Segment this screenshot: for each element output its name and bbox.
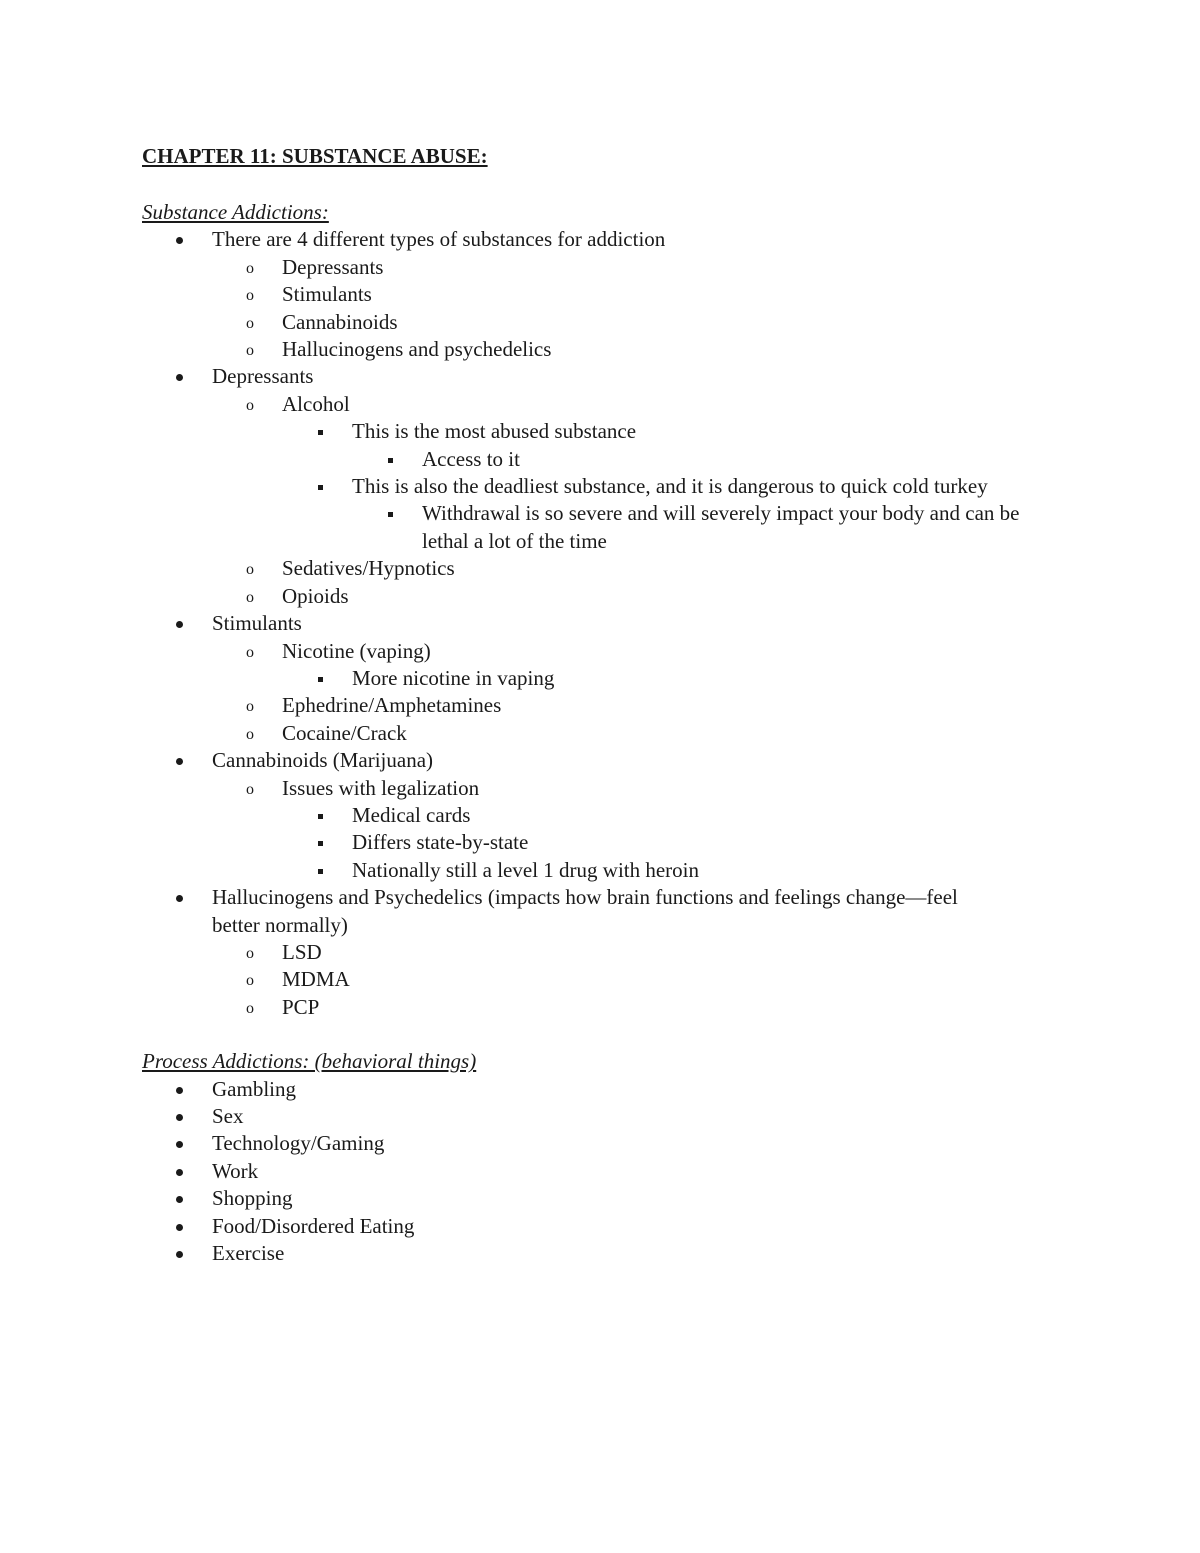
list-item — [142, 610, 1062, 747]
circle-bullet-icon: o — [246, 643, 254, 661]
list-item-text: Withdrawal is so severe and will severely impact your body and can be lethal a lot of the time — [422, 501, 1020, 553]
list-item-text: Nationally still a level 1 drug with heroin — [352, 857, 700, 882]
list-item — [142, 1213, 1062, 1240]
square-bullet-icon — [388, 512, 393, 517]
document-title: CHAPTER 11: SUBSTANCE ABUSE: — [142, 144, 488, 168]
list-item-text: Stimulants — [282, 282, 372, 307]
list-item — [142, 884, 1062, 1021]
bullet-icon — [176, 1251, 183, 1258]
list-item-text: Depressants — [282, 254, 384, 279]
circle-bullet-icon: o — [246, 259, 254, 277]
list-item-text: Exercise — [212, 1241, 285, 1266]
circle-bullet-icon: o — [246, 698, 254, 716]
list-item-text: Technology/Gaming — [212, 1131, 385, 1156]
stimulants-list — [212, 638, 1062, 748]
cannabinoids-list — [212, 775, 1062, 885]
list-item-text: Hallucinogens and Psychedelics (impacts how brain functions and feelings change—feel better normally) — [212, 885, 958, 937]
list-item — [282, 857, 1062, 884]
list-item-text: More nicotine in vaping — [352, 665, 555, 690]
list-item-text: Nicotine (vaping) — [282, 638, 431, 663]
list-item — [142, 1076, 1062, 1103]
list-item — [352, 500, 1062, 555]
square-bullet-icon — [318, 677, 323, 682]
substance-list — [142, 226, 1062, 1021]
list-item — [142, 747, 1062, 884]
square-bullet-icon — [318, 814, 323, 819]
bullet-icon — [176, 1114, 183, 1121]
list-item — [282, 473, 1062, 555]
list-item — [212, 994, 1062, 1021]
list-item-text: Medical cards — [352, 802, 471, 827]
list-item — [352, 446, 1062, 473]
circle-bullet-icon: o — [246, 561, 254, 579]
list-item — [212, 720, 1062, 747]
circle-bullet-icon: o — [246, 944, 254, 962]
list-item-text: Differs state-by-state — [352, 830, 529, 855]
circle-bullet-icon: o — [246, 314, 254, 332]
bullet-icon — [176, 895, 183, 902]
bullet-icon — [176, 374, 183, 381]
list-item-text: Access to it — [422, 446, 520, 471]
list-item-text: Depressants — [212, 364, 314, 389]
square-bullet-icon — [318, 485, 323, 490]
substance-types-list — [212, 254, 1062, 364]
list-item — [212, 391, 1062, 555]
list-item — [212, 309, 1062, 336]
process-addictions-heading: Process Addictions: (behavioral things) — [142, 1049, 477, 1074]
depressants-list — [212, 391, 1062, 610]
list-item — [212, 692, 1062, 719]
list-item — [212, 966, 1062, 993]
circle-bullet-icon: o — [246, 396, 254, 414]
list-item-text: Ephedrine/Amphetamines — [282, 693, 502, 718]
alcohol-point2-list — [352, 500, 1062, 555]
list-item — [142, 226, 1062, 363]
list-item-text: Stimulants — [212, 611, 302, 636]
circle-bullet-icon: o — [246, 780, 254, 798]
list-item — [142, 1130, 1062, 1157]
list-item — [212, 775, 1062, 885]
spacer — [142, 1021, 1062, 1048]
circle-bullet-icon: o — [246, 725, 254, 743]
list-item-text: This is the most abused substance — [352, 419, 637, 444]
list-item-text: LSD — [282, 939, 322, 964]
square-bullet-icon — [318, 430, 323, 435]
hallucinogens-list — [212, 939, 1062, 1021]
list-item — [282, 802, 1062, 829]
list-item-text: Cocaine/Crack — [282, 720, 407, 745]
list-item-text: This is also the deadliest substance, and it is dangerous to quick cold turkey — [352, 474, 988, 499]
list-item-text: Food/Disordered Eating — [212, 1213, 415, 1238]
list-item-text: There are 4 different types of substances for addiction — [212, 227, 666, 252]
list-item-text: MDMA — [282, 967, 350, 992]
list-item — [212, 583, 1062, 610]
list-item — [212, 638, 1062, 693]
bullet-icon — [176, 621, 183, 628]
bullet-icon — [176, 1087, 183, 1094]
circle-bullet-icon: o — [246, 972, 254, 990]
list-item-text: Issues with legalization — [282, 775, 480, 800]
alcohol-list — [282, 418, 1062, 555]
list-item-text: PCP — [282, 994, 320, 1019]
list-item — [142, 1240, 1062, 1267]
list-item-text: Shopping — [212, 1186, 293, 1211]
list-item — [142, 1103, 1062, 1130]
bullet-icon — [176, 758, 183, 765]
bullet-icon — [176, 237, 183, 244]
list-item-text: Opioids — [282, 583, 349, 608]
nicotine-list — [282, 665, 1062, 692]
square-bullet-icon — [388, 458, 393, 463]
alcohol-point1-list — [352, 446, 1062, 473]
list-item — [142, 1158, 1062, 1185]
square-bullet-icon — [318, 869, 323, 874]
substance-addictions-heading: Substance Addictions: — [142, 200, 329, 224]
bullet-icon — [176, 1196, 183, 1203]
square-bullet-icon — [318, 841, 323, 846]
bullet-icon — [176, 1224, 183, 1231]
bullet-icon — [176, 1169, 183, 1176]
bullet-icon — [176, 1141, 183, 1148]
legalization-list — [282, 802, 1062, 884]
list-item-text: Hallucinogens and psychedelics — [282, 337, 552, 362]
list-item — [142, 1185, 1062, 1212]
list-item-text: Gambling — [212, 1076, 296, 1101]
list-item — [212, 939, 1062, 966]
circle-bullet-icon: o — [246, 999, 254, 1017]
circle-bullet-icon: o — [246, 287, 254, 305]
document-page — [142, 140, 1062, 1267]
list-item — [212, 555, 1062, 582]
list-item — [282, 665, 1062, 692]
list-item — [212, 254, 1062, 281]
process-list — [142, 1076, 1062, 1268]
list-item — [142, 363, 1062, 610]
list-item — [212, 281, 1062, 308]
list-item — [212, 336, 1062, 363]
circle-bullet-icon: o — [246, 588, 254, 606]
spacer — [142, 172, 1062, 199]
list-item-text: Sedatives/Hypnotics — [282, 556, 455, 581]
list-item — [282, 829, 1062, 856]
list-item-text: Cannabinoids — [282, 309, 398, 334]
list-item-text: Work — [212, 1158, 259, 1183]
list-item-text: Sex — [212, 1104, 244, 1128]
list-item — [282, 418, 1062, 473]
list-item-text: Alcohol — [282, 391, 350, 416]
circle-bullet-icon: o — [246, 342, 254, 360]
list-item-text: Cannabinoids (Marijuana) — [212, 748, 434, 773]
